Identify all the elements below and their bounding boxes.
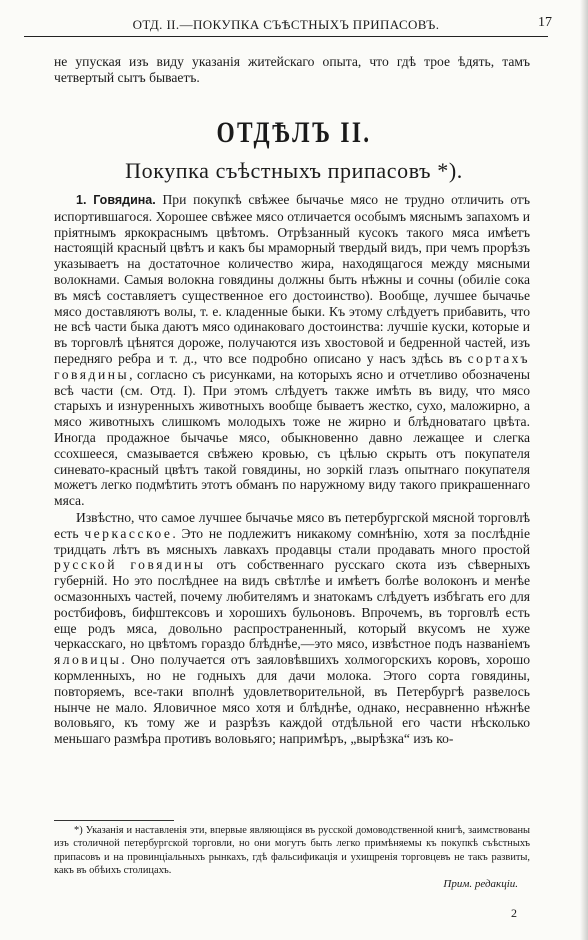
footnote-signature: Прим. редакціи. <box>443 878 518 890</box>
section-subtitle: Покупка съѣстныхъ припасовъ *). <box>125 158 463 183</box>
footnote-rule <box>54 820 174 821</box>
running-head <box>24 14 552 37</box>
emphasis-text: сортахъ говядины <box>54 350 530 382</box>
paragraph-text: При покупкѣ свѣжее бычачье мясо не трудно отличить отъ испортившагося. Хорошее свѣжее мясо отличается особымъ мяснымъ запахомъ и пріятнымъ яркокраснымъ цвѣтомъ. Отрѣзанный кусокъ такого мяса имѣетъ настоящій красный цвѣтъ и какъ бы мраморный твердый видъ, при чемъ прорѣзъ указываетъ на достаточное количество жира, находящагося между мясными волокнами. Самыя волокна говядины должны быть нѣжны и сочны (обиліе сока въ мясѣ составляетъ существенное его достоинство). Вообще, лучшее бычачье мясо доставляютъ волы, т. е. кладенные быки. Къ этому слѣдуетъ прибавить, что не всѣ части быка даютъ мясо одинаковаго достоинства: лучшіе куски, которые и въ торговлѣ цѣнятся дороже, получаются изъ хвостовой и бедренной частей, изъ передняго ребра и т. д., что все подробно описано у насъ здѣсь въ <box>54 192 530 366</box>
article-heading: 1. Говядина. <box>76 193 156 207</box>
footnote: *) Указанія и наставленія эти, впервые являющіяся въ русской домоводственной книгѣ, заимствованы изъ столичной петербургской торговли, но они могутъ быть легко примѣняемы къ покупкѣ съѣстныхъ припасовъ и на провинціальныхъ рынкахъ, гдѣ фальсификація и ухищренія торговцевъ не такъ развиты, какъ въ обѣихъ столицахъ. <box>54 825 530 877</box>
paragraph-text: . Оно получается отъ заяловѣвшихъ холмогорскихъ коровъ, хорошо кормленныхъ, но не годныхъ для дачи молока. Этого сорта говядины, повторяемъ, все-таки вполнѣ удовлетворительной, въ Петербургѣ развелось нынче не мало. Яловичное мясо хотя и блѣднѣе, однако, несравненно нѣжнѣе воловьяго, къ тому же и разрѣзъ каждой отдѣльной его части нѣсколько меньшаго размѣра противъ воловьяго; напримѣръ, „вырѣзка“ изъ ко- <box>54 652 530 747</box>
binding-shadow <box>580 0 588 940</box>
signature-mark: 2 <box>511 906 517 920</box>
emphasis-text: русской говядины <box>54 557 206 573</box>
paragraph-text: . Это не подлежитъ никакому сомнѣнію, хотя за послѣдніе тридцать лѣтъ въ мясныхъ лавкахъ продавцы стали продавать много простой <box>54 525 530 557</box>
page-number: 17 <box>538 15 552 30</box>
article-body <box>54 192 530 747</box>
paragraph-beef <box>54 192 530 509</box>
paragraph-text: , согласно съ рисунками, на которыхъ ясно и отчетливо обозначены всѣ части (см. Отд. I). При этомъ слѣдуетъ также имѣть въ виду, что мясо старыхъ и изнуренныхъ животныхъ вообще бываетъ жестко, сухо, маложирно, а мясо животныхъ слишкомъ молодыхъ тоже не жирно и блѣдноватаго цвѣта. Иногда продажное бычачье мясо, обыкновенно давно лежащее и слегка ссохшееся, смазывается свѣжею кровью, съ цѣлью скрыть отъ покупателя синевато-красный цвѣтъ такой говядины, но зоркій глазъ опытнаго покупателя можетъ легко подмѣтить этотъ обманъ по наружному виду такого прикрашеннаго мяса. <box>54 366 530 509</box>
intro-paragraph: не упуская изъ виду указанія житейскаго опыта, что гдѣ трое ѣдять, тамъ четвертый сытъ бываетъ. <box>54 54 530 85</box>
paragraph-cherkassky <box>54 510 530 747</box>
paragraph-text: Извѣстно, что самое лучшее бычачье мясо въ петербургской мясной торговлѣ есть <box>54 509 530 541</box>
running-title: ОТД. II.—ПОКУПКА СЪѢСТНЫХЪ ПРИПАСОВЪ. <box>132 17 440 32</box>
paragraph-text: отъ собственнаго русскаго скота изъ сѣверныхъ губерній. Но это послѣднее на видъ свѣтлѣе и имѣетъ болѣе волоконъ и менѣе осмазонныхъ частей, почему любителямъ и знатокамъ слѣдуетъ избѣгать его для ростбифовъ, бифштексовъ и хорошихъ бульоновъ. Впрочемъ, въ торговлѣ есть еще родъ мяса, довольно распространенный, который вкусомъ не хуже черкасскаго, но цвѣтомъ гораздо блѣднѣе,—это мясо, извѣстное подъ названіемъ <box>54 557 530 652</box>
section-title: ОТДѢЛЪ II. <box>216 116 372 149</box>
emphasis-text: яловицы <box>54 652 122 668</box>
emphasis-text: черкасское <box>84 525 173 541</box>
